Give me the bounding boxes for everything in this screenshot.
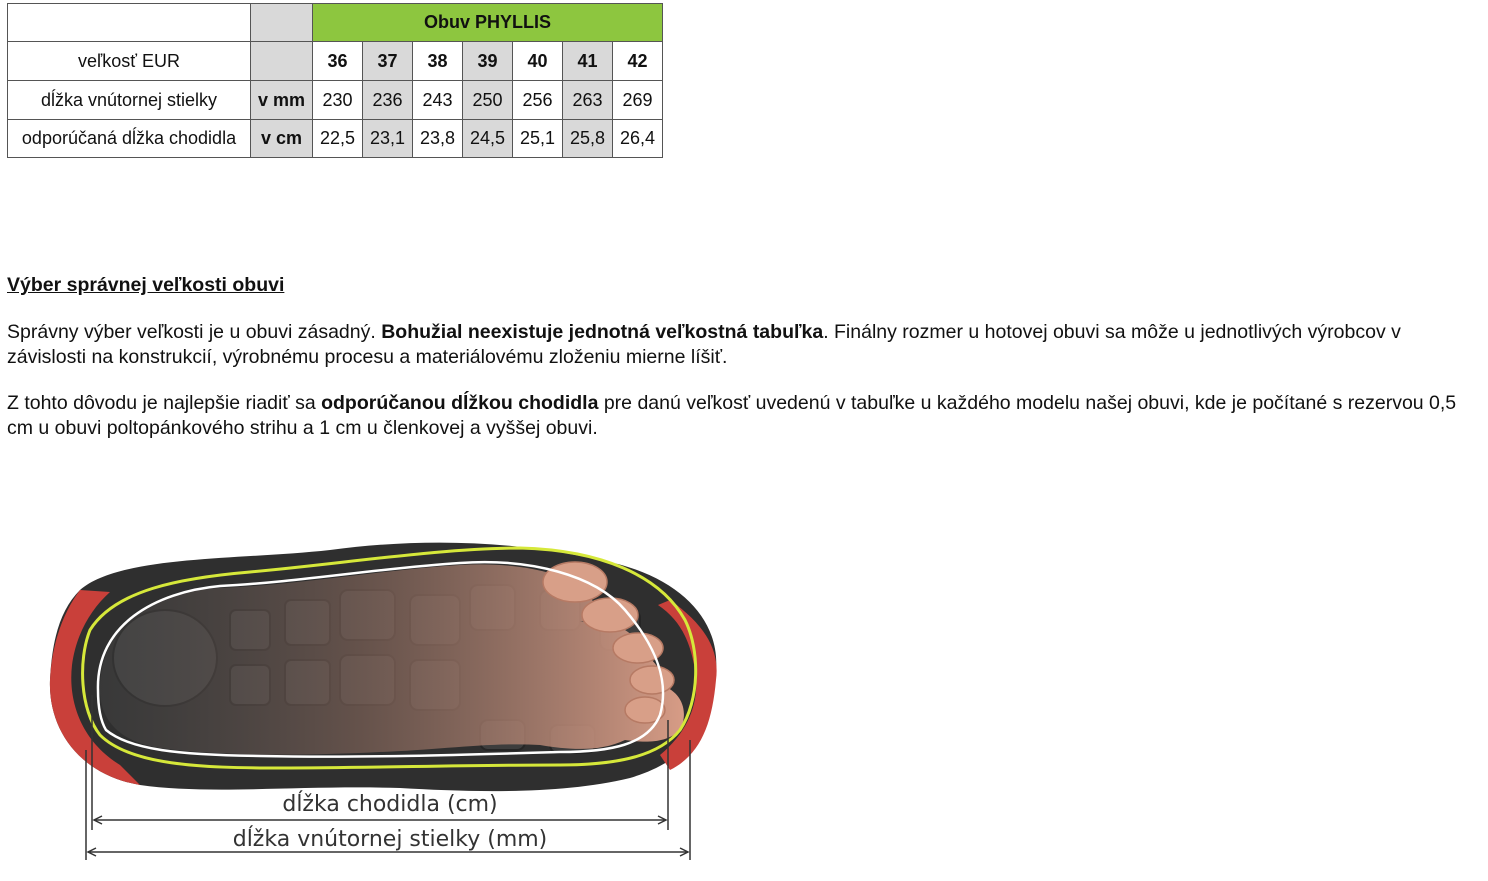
table-header-row: [8, 4, 663, 42]
size-cell: 23,1: [363, 120, 413, 158]
section-heading: Výber správnej veľkosti obuvi: [7, 274, 285, 296]
row-label: odporúčaná dĺžka chodidla: [8, 120, 251, 158]
paragraph-text: . Finálny rozmer u hotovej obuvi sa môže u jednotlivých výrobcov v závislosti na konstrukcií, výrobnému procesu a materiálovému zloženiu mierne líšiť.: [7, 321, 1401, 368]
size-cell: 40: [513, 42, 563, 81]
size-table: [7, 3, 663, 158]
table-row: [8, 81, 663, 120]
paragraph-text: pre danú veľkosť uvedenú v tabuľke u každého modelu našej obuvi, kde je počítané s rezervou 0,5 cm u obuvi poltopánkového strihu a 1 cm u členkovej a vyššej obuvi.: [7, 392, 1457, 439]
row-unit: [251, 42, 313, 81]
foot-length-label: dĺžka chodidla (cm): [282, 792, 498, 817]
table-corner-cell: [8, 4, 251, 42]
table-header-title: Obuv PHYLLIS: [313, 4, 663, 42]
size-cell: 37: [363, 42, 413, 81]
paragraph-size-importance: [7, 320, 1485, 370]
table-row: [8, 42, 663, 81]
row-label: veľkosť EUR: [8, 42, 251, 81]
size-cell: 269: [613, 81, 663, 120]
paragraph-bold-text: Bohužial neexistuje jednotná veľkostná tabuľka: [381, 321, 824, 343]
paragraph-bold-text: odporúčanou dĺžkou chodidla: [321, 392, 599, 414]
size-cell: 22,5: [313, 120, 363, 158]
size-cell: 36: [313, 42, 363, 81]
shoe-sole-illustration: [40, 530, 730, 870]
size-cell: 243: [413, 81, 463, 120]
table-unit-corner-cell: [251, 4, 313, 42]
row-unit: v cm: [251, 120, 313, 158]
size-cell: 39: [463, 42, 513, 81]
size-cell: 38: [413, 42, 463, 81]
paragraph-text: Z tohto dôvodu je najlepšie riadiť sa: [7, 392, 322, 414]
size-cell: 263: [563, 81, 613, 120]
table-row: [8, 120, 663, 158]
size-cell: 256: [513, 81, 563, 120]
paragraph-recommendation: [7, 391, 1485, 441]
size-cell: 41: [563, 42, 613, 81]
size-cell: 230: [313, 81, 363, 120]
size-cell: 23,8: [413, 120, 463, 158]
row-unit: v mm: [251, 81, 313, 120]
size-cell: 25,1: [513, 120, 563, 158]
paragraph-text: Správny výber veľkosti je u obuvi zásadný.: [7, 321, 382, 343]
size-cell: 236: [363, 81, 413, 120]
insole-length-label: dĺžka vnútornej stielky (mm): [232, 827, 548, 852]
row-label: dĺžka vnútornej stielky: [8, 81, 251, 120]
size-cell: 250: [463, 81, 513, 120]
size-cell: 42: [613, 42, 663, 81]
size-cell: 25,8: [563, 120, 613, 158]
size-cell: 26,4: [613, 120, 663, 158]
size-cell: 24,5: [463, 120, 513, 158]
